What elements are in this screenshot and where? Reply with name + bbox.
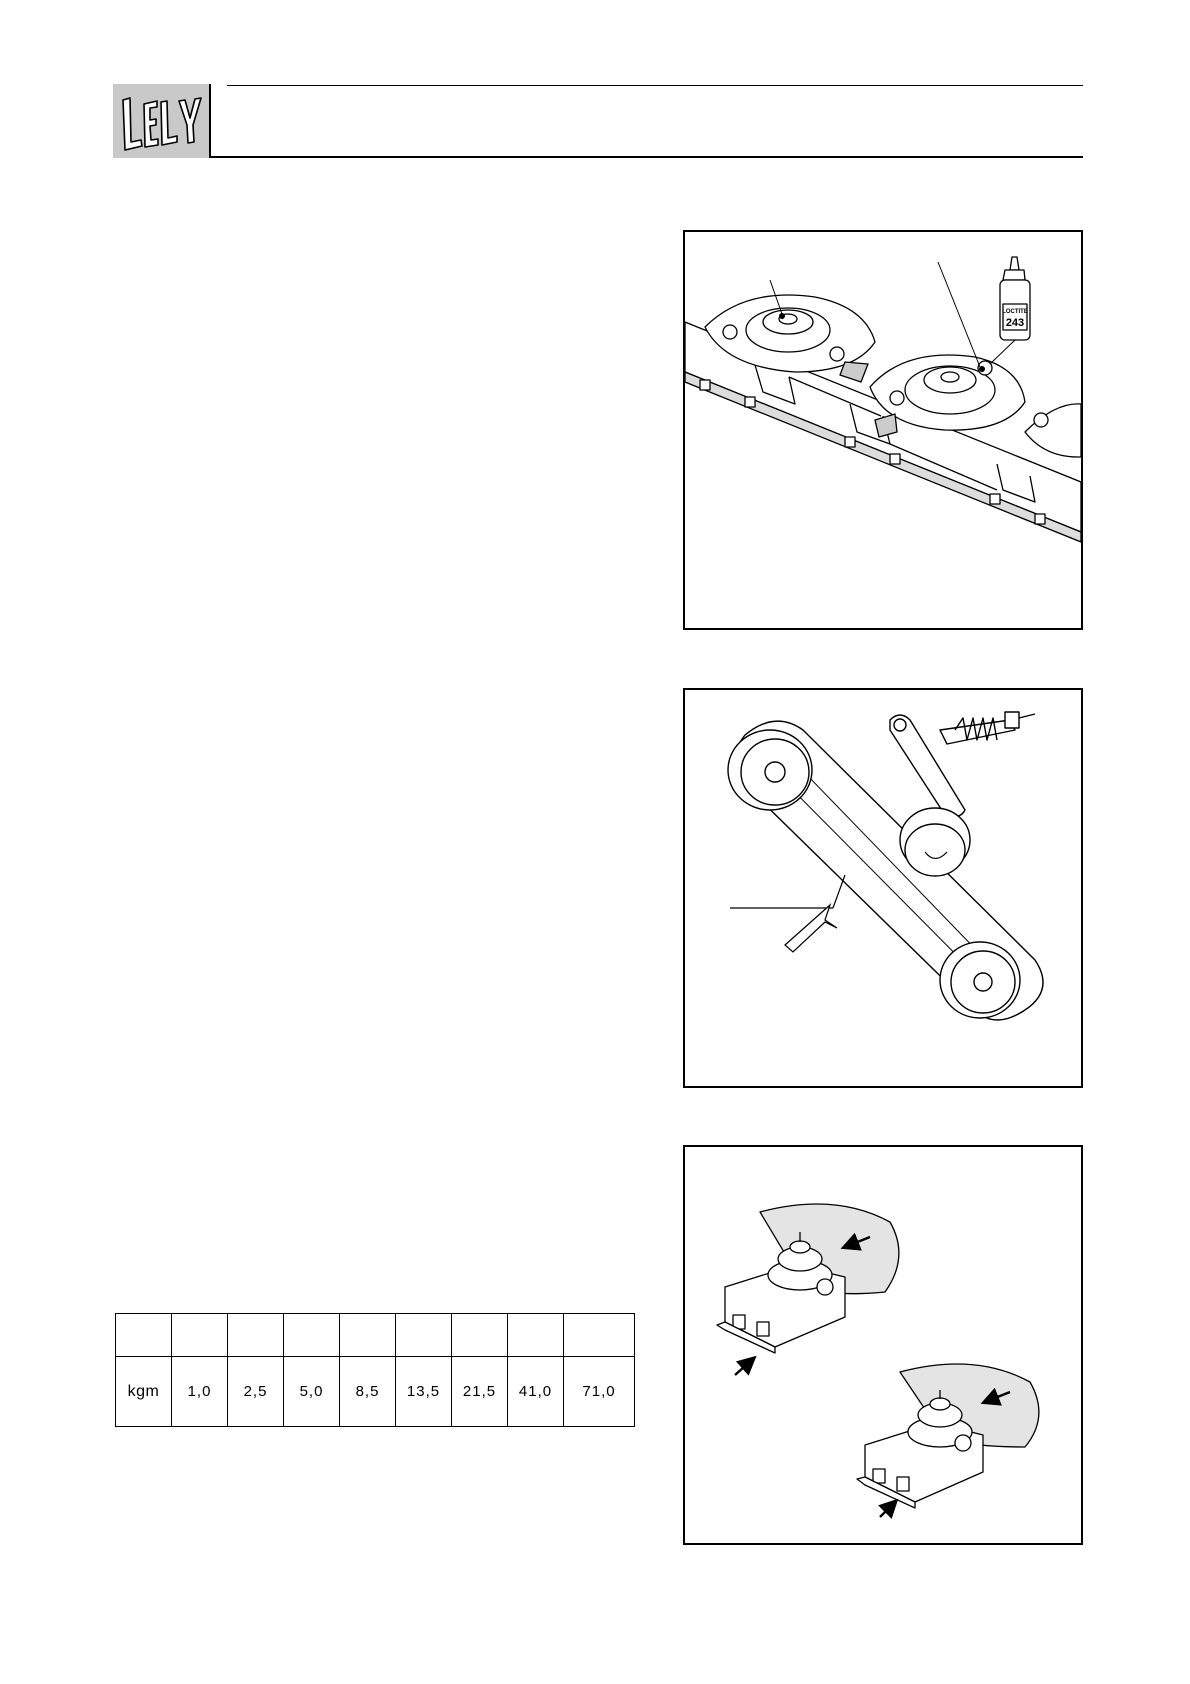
torque-table-header-row: [116, 1314, 635, 1357]
disc-assembly-figure: [683, 1145, 1083, 1545]
torque-header-cell: [284, 1314, 340, 1357]
torque-header-cell: [116, 1314, 172, 1357]
torque-header-cell: [228, 1314, 284, 1357]
torque-header-cell: [508, 1314, 564, 1357]
header-rule-top: [227, 85, 1083, 86]
torque-value-cell: 2,5: [228, 1357, 284, 1427]
torque-header-cell: [396, 1314, 452, 1357]
torque-value-cell: 41,0: [508, 1357, 564, 1427]
lely-logo: [113, 84, 211, 158]
torque-header-cell: [172, 1314, 228, 1357]
cutter-bar-figure: [683, 230, 1083, 630]
torque-value-cell: 21,5: [452, 1357, 508, 1427]
torque-table-value-row: [116, 1357, 635, 1427]
torque-unit-cell: kgm: [116, 1357, 172, 1427]
torque-header-cell: [340, 1314, 396, 1357]
torque-header-cell: [564, 1314, 635, 1357]
loctite-brand-label: LOCTITE: [1002, 309, 1028, 315]
torque-value-cell: 1,0: [172, 1357, 228, 1427]
torque-value-cell: 8,5: [340, 1357, 396, 1427]
torque-value-cell: 71,0: [564, 1357, 635, 1427]
header-rule-bottom: [211, 156, 1083, 158]
torque-value-cell: 5,0: [284, 1357, 340, 1427]
torque-table: [115, 1313, 635, 1427]
loctite-number-label: 243: [1005, 317, 1025, 329]
torque-header-cell: [452, 1314, 508, 1357]
belt-tension-figure: [683, 688, 1083, 1088]
torque-value-cell: 13,5: [396, 1357, 452, 1427]
